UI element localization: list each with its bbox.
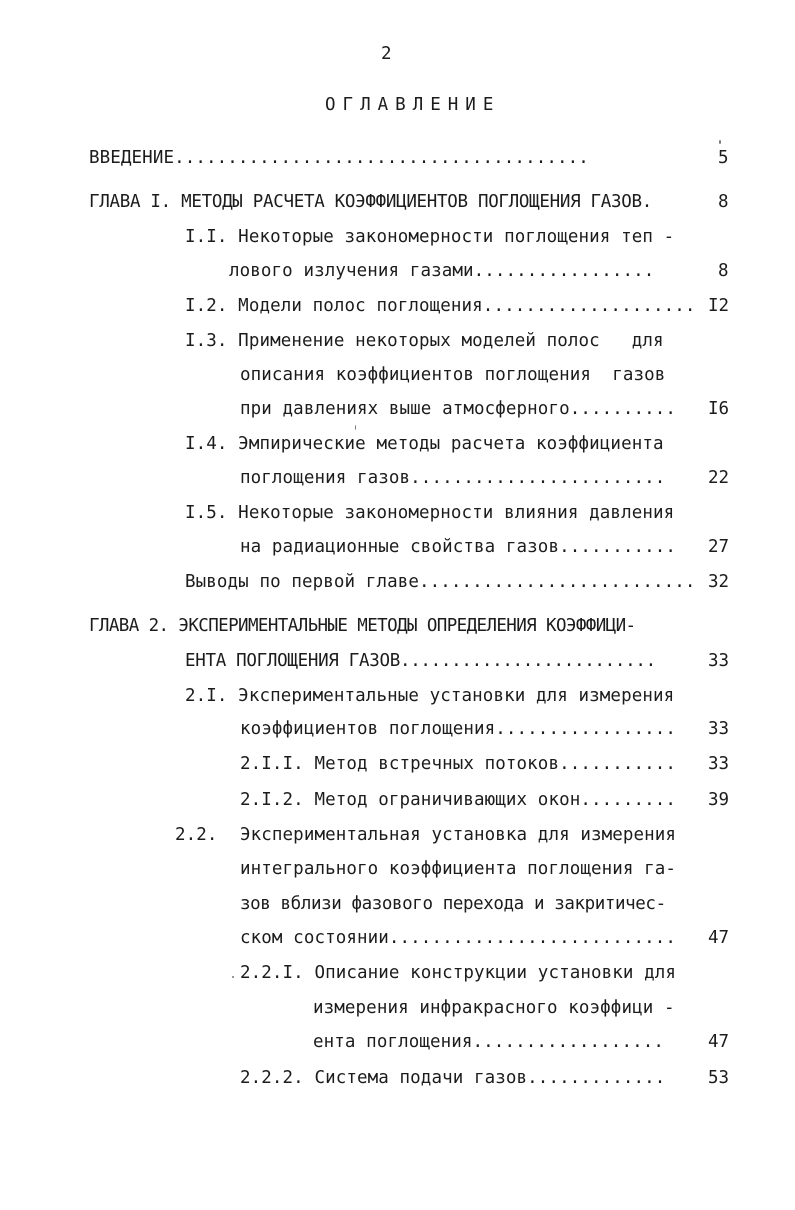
toc-page-2-1: 33 bbox=[708, 719, 730, 739]
toc-page-2-2: 47 bbox=[708, 928, 730, 948]
toc-entry-1-3-line-2[interactable]: описания коэффициентов поглощения газов bbox=[240, 365, 666, 385]
toc-entry-2-2-number: 2.2. bbox=[175, 825, 218, 845]
toc-entry-1-2[interactable]: I.2. Модели полос поглощения.................... bbox=[185, 296, 696, 316]
toc-entry-2-2-line-2[interactable]: интегрального коэффициента поглощения га- bbox=[240, 859, 677, 879]
toc-heading: ОГЛАВЛЕНИЕ bbox=[325, 95, 501, 115]
toc-entry-2-1-2[interactable]: 2.I.2. Метод ограничивающих окон......... bbox=[240, 790, 677, 810]
toc-entry-1-4-line-1[interactable]: I.4. Эмпирические методы расчета коэффициента bbox=[185, 434, 664, 454]
toc-page-2-1-1: 33 bbox=[708, 754, 730, 774]
toc-entry-chapter-1-conclusions[interactable]: Выводы по первой главе.......................... bbox=[185, 572, 696, 592]
toc-entry-1-4-line-2[interactable]: поглощения газов........................ bbox=[240, 468, 666, 488]
toc-entry-2-2-2[interactable]: 2.2.2. Система подачи газов............. bbox=[240, 1068, 666, 1088]
toc-page-1-4: 22 bbox=[708, 468, 730, 488]
toc-chapter-1-title[interactable]: ГЛАВА I. МЕТОДЫ РАСЧЕТА КОЭФФИЦИЕНТОВ ПОГЛОЩЕНИЯ ГАЗОВ. bbox=[89, 192, 652, 212]
toc-page-2-2-2: 53 bbox=[708, 1068, 730, 1088]
scan-speck bbox=[719, 140, 721, 144]
toc-entry-intro[interactable]: ВВЕДЕНИЕ....................................... bbox=[89, 148, 589, 168]
toc-entry-2-2-line-1[interactable]: Экспериментальная установка для измерения bbox=[240, 825, 677, 845]
toc-entry-2-2-line-3[interactable]: зов вблизи фазового перехода и закритичес- bbox=[240, 894, 666, 914]
scan-speck bbox=[232, 976, 234, 978]
toc-entry-1-3-line-3[interactable]: при давлениях выше атмосферного.......... bbox=[240, 399, 677, 419]
toc-page-1-1: 8 bbox=[718, 261, 729, 281]
toc-chapter-2-title-line-2[interactable]: ЕНТА ПОГЛОЩЕНИЯ ГАЗОВ......................... bbox=[185, 651, 656, 671]
page-number: 2 bbox=[381, 44, 392, 64]
toc-page-chapter-1-conclusions: 32 bbox=[708, 572, 730, 592]
toc-page-1-2: I2 bbox=[708, 296, 730, 316]
toc-chapter-2-title-line-1[interactable]: ГЛАВА 2. ЭКСПЕРИМЕНТАЛЬНЫЕ МЕТОДЫ ОПРЕДЕЛЕНИЯ КОЭФФИЦИ- bbox=[89, 616, 636, 636]
toc-entry-1-5-line-2[interactable]: на радиационные свойства газов........... bbox=[240, 537, 677, 557]
toc-entry-2-2-1-line-1[interactable]: 2.2.I. Описание конструкции установки для bbox=[240, 963, 677, 983]
toc-entry-2-1-line-2[interactable]: коэффициентов поглощения................. bbox=[240, 719, 677, 739]
toc-page-2-1-2: 39 bbox=[708, 790, 730, 810]
toc-page-intro: 5 bbox=[718, 148, 729, 168]
scan-speck bbox=[355, 425, 356, 430]
toc-entry-1-5-line-1[interactable]: I.5. Некоторые закономерности влияния давления bbox=[185, 503, 675, 523]
toc-page-1-3: I6 bbox=[708, 399, 730, 419]
toc-entry-1-3-line-1[interactable]: I.3. Применение некоторых моделей полос для bbox=[185, 331, 664, 351]
toc-page-1-5: 27 bbox=[708, 537, 730, 557]
toc-page-2-2-1: 47 bbox=[708, 1032, 730, 1052]
toc-page-chapter-1: 8 bbox=[718, 192, 729, 212]
toc-entry-1-1-line-1[interactable]: I.I. Некоторые закономерности поглощения теп - bbox=[185, 227, 675, 247]
toc-entry-2-2-line-4[interactable]: ском состоянии........................... bbox=[240, 928, 677, 948]
toc-entry-2-1-1[interactable]: 2.I.I. Метод встречных потоков........... bbox=[240, 754, 677, 774]
toc-entry-1-1-line-2[interactable]: лового излучения газами................. bbox=[229, 261, 655, 281]
toc-entry-2-2-1-line-3[interactable]: ента поглощения.................. bbox=[313, 1032, 664, 1052]
toc-entry-2-2-1-line-2[interactable]: измерения инфракрасного коэффици - bbox=[313, 998, 675, 1018]
toc-page-chapter-2: 33 bbox=[708, 651, 730, 671]
toc-entry-2-1-line-1[interactable]: 2.I. Экспериментальные установки для измерения bbox=[185, 686, 675, 706]
